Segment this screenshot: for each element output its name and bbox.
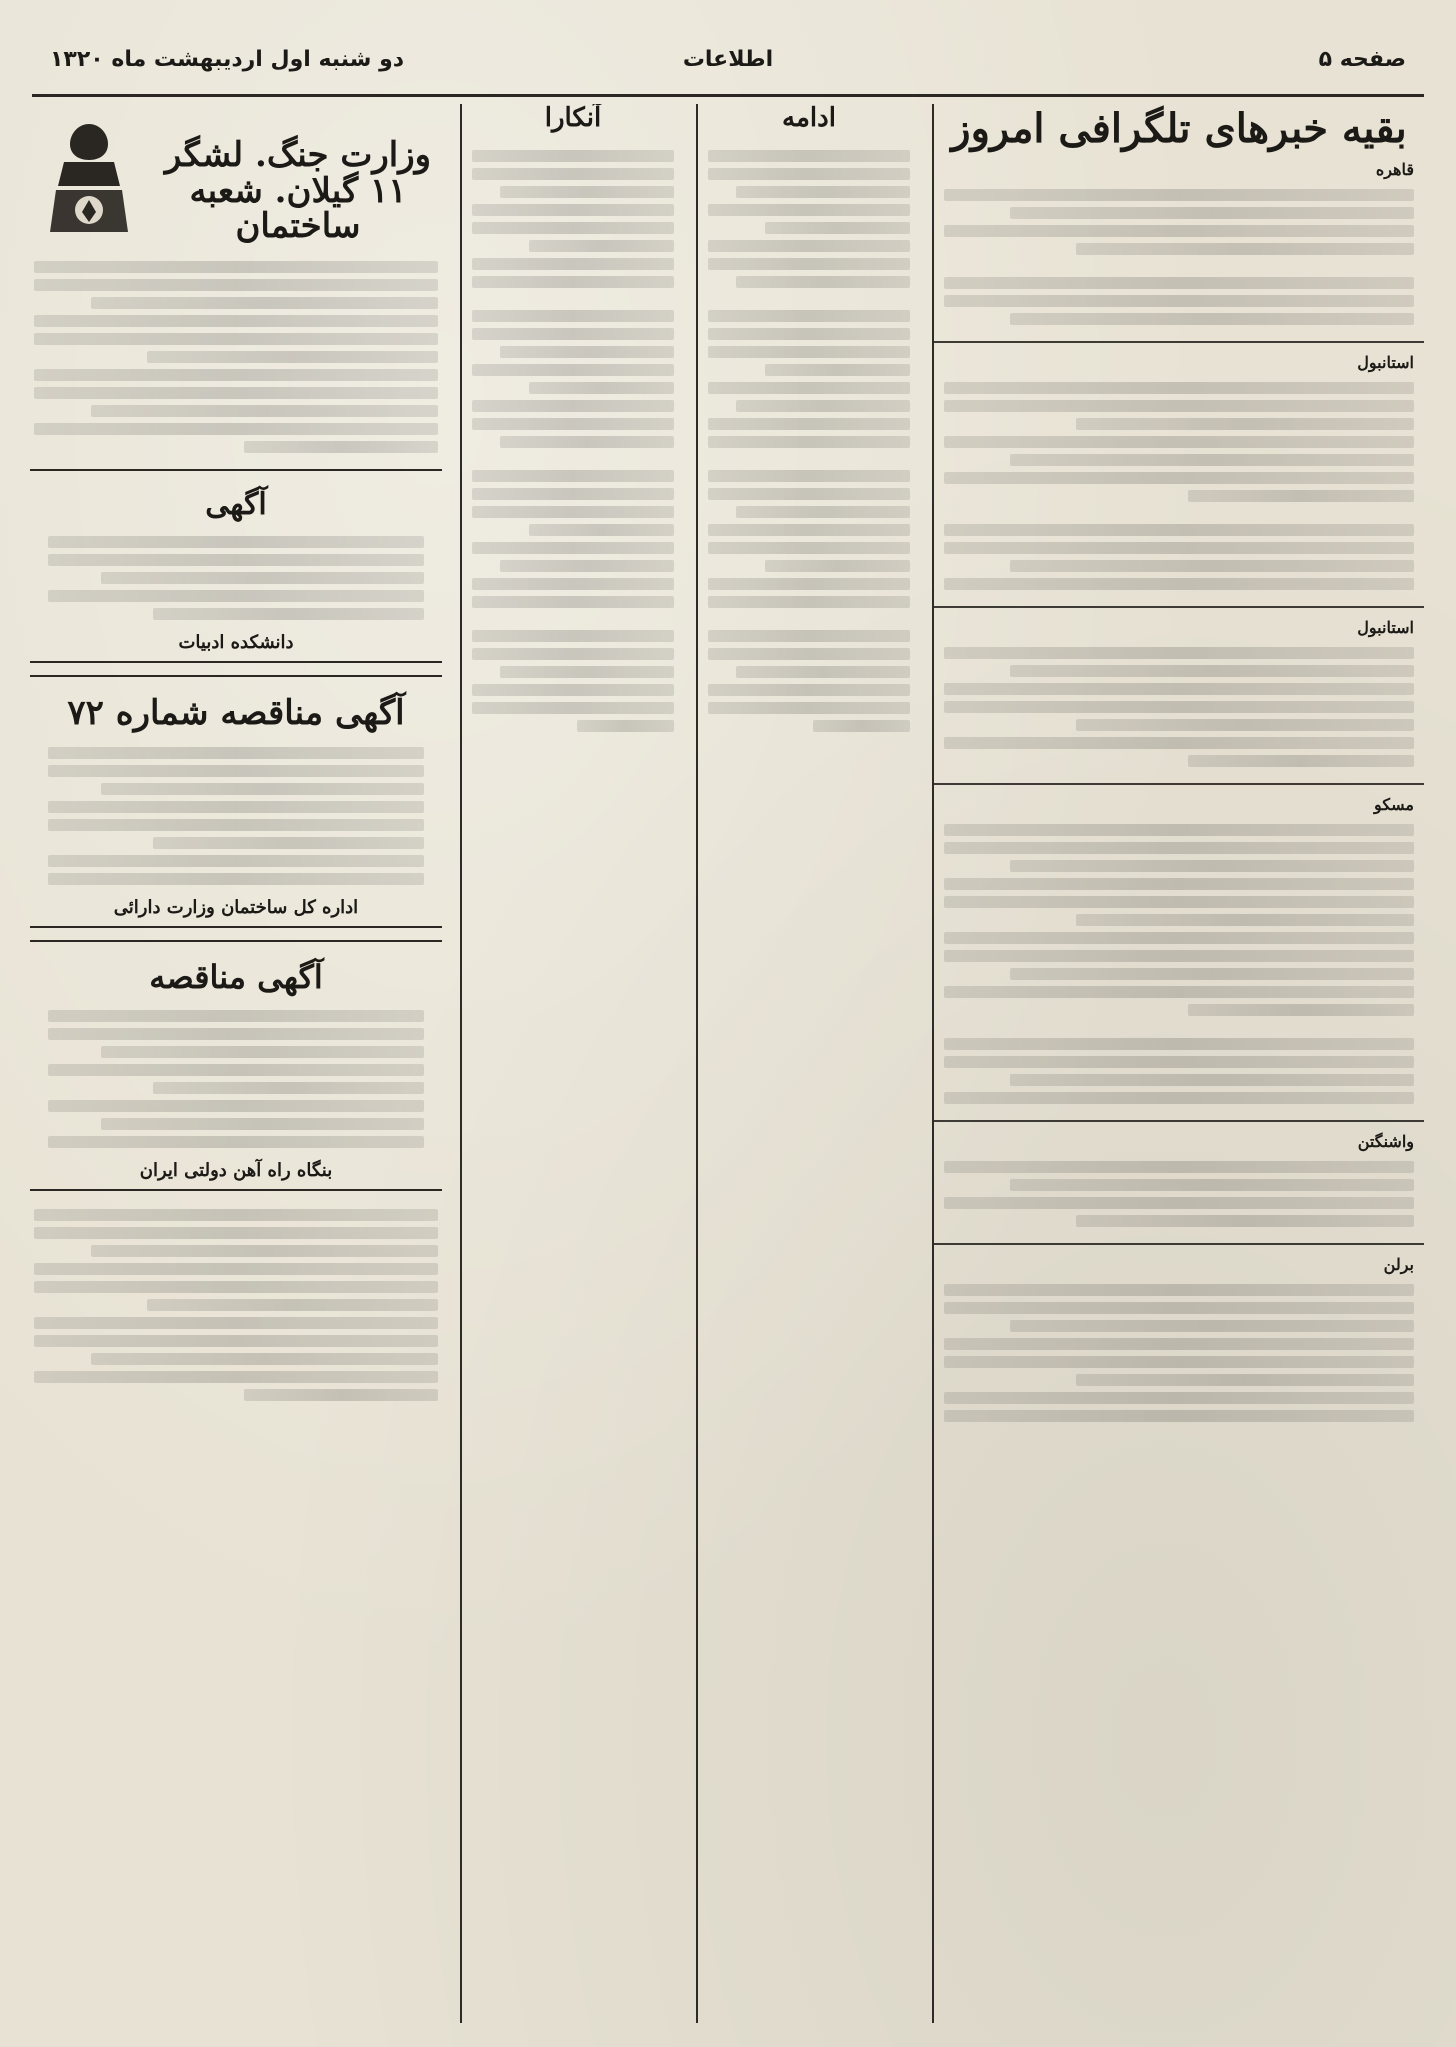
section-dateline-4: مسکو xyxy=(1374,795,1414,814)
ministry-emblem-icon xyxy=(34,114,144,244)
section-dateline-6: برلن xyxy=(1383,1255,1414,1274)
tender2-footer: بنگاه راه آهن دولتی ایران xyxy=(139,1160,333,1182)
tender2-title: آگهی مناقصه xyxy=(149,958,323,997)
page-number: صفحه ۵ xyxy=(1318,46,1406,72)
war-ministry-headline: وزارت جنگ. لشگر ۱۱ گیلان. شعبه ساختمان xyxy=(164,135,432,247)
ad-text xyxy=(38,530,434,626)
news-text-1 xyxy=(934,183,1424,331)
news-text-6 xyxy=(934,1278,1424,1428)
mid-right-heading: ادامه xyxy=(782,104,836,133)
section-dateline-3: استانبول xyxy=(1357,618,1414,637)
tender2-text xyxy=(38,1004,434,1154)
left-bottom-text xyxy=(24,1203,448,1407)
section-dateline-1: قاهره xyxy=(1375,160,1414,179)
newspaper-name: اطلاعات xyxy=(682,46,774,72)
divider xyxy=(934,1243,1424,1245)
column-mid-left xyxy=(460,104,684,2023)
tender2-box xyxy=(30,940,442,1191)
tender-footer: اداره کل ساختمان وزارت دارائی xyxy=(113,897,359,919)
news-text-4 xyxy=(934,818,1424,1110)
issue-date: دو شنبه اول اردیبهشت ماه ۱۳۲۰ xyxy=(50,46,405,72)
column-right xyxy=(932,104,1424,2023)
divider xyxy=(934,783,1424,785)
columns-grid xyxy=(32,104,1424,2023)
mid-left-heading: آنکارا xyxy=(544,104,602,133)
section-dateline-5: واشنگتن xyxy=(1357,1132,1414,1151)
news-text-3 xyxy=(934,641,1424,773)
masthead-bar xyxy=(32,24,1424,97)
tender-text xyxy=(38,741,434,891)
column-mid-right xyxy=(696,104,920,2023)
war-ministry-text xyxy=(24,255,448,459)
divider xyxy=(934,606,1424,608)
section-dateline-2: استانبول xyxy=(1357,353,1414,372)
column-left xyxy=(24,104,448,2023)
ad-footer: دانشکده ادبیات xyxy=(178,632,294,654)
news-text-5 xyxy=(934,1155,1424,1233)
telegraph-headline: بقیه خبرهای تلگرافی امروز xyxy=(951,105,1407,152)
divider xyxy=(934,1120,1424,1122)
ad-box xyxy=(30,469,442,663)
tender-box xyxy=(30,675,442,928)
mid-right-text xyxy=(698,144,920,738)
mid-left-text xyxy=(462,144,684,738)
tender-title: آگهی مناقصه شماره ۷۲ xyxy=(67,693,405,734)
divider xyxy=(934,341,1424,343)
news-text-2 xyxy=(934,376,1424,596)
ad-title: آگهی xyxy=(205,487,267,523)
